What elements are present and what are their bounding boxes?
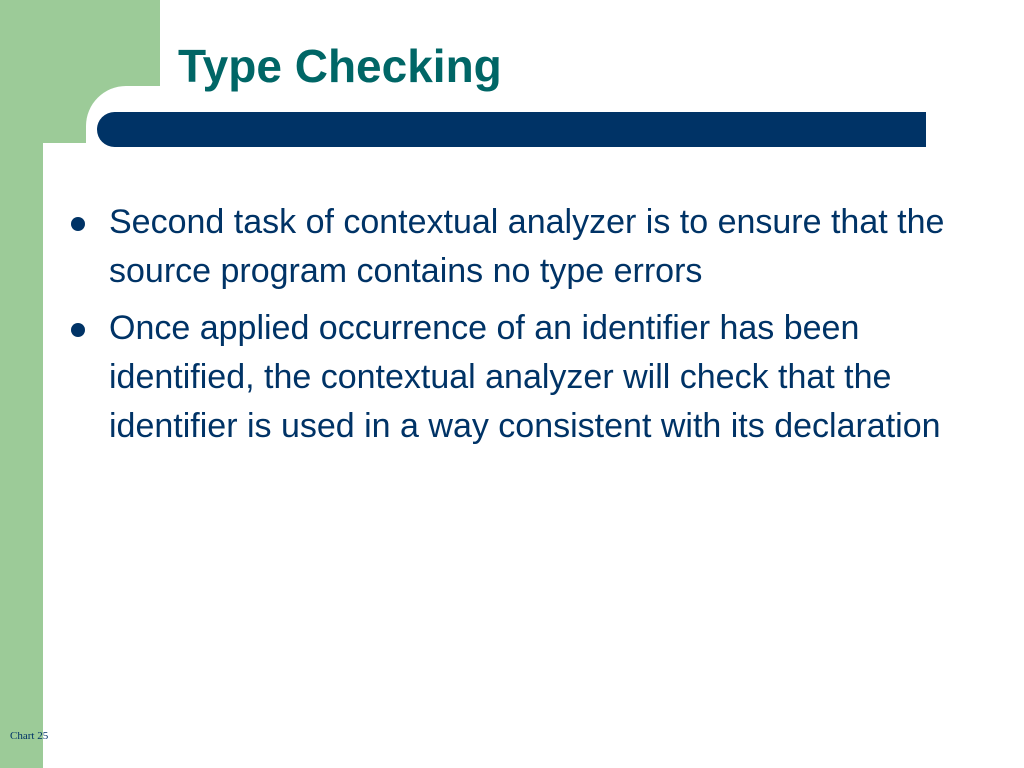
bullet-item [68,304,998,451]
bullet-text: Once applied occurrence of an identifier has been identified, the contextual analyzer will check that the identifier is used in a way consistent with its declaration [109,309,941,445]
slide-title: Type Checking [178,40,502,92]
title-underline-bar [97,112,926,147]
slide-footer-label: Chart 25 [10,730,49,742]
bullet-list [68,198,998,459]
bullet-text: Second task of contextual analyzer is to ensure that the source program contains no type errors [109,203,945,290]
bullet-dot-icon [71,323,85,337]
bullet-item [68,198,998,296]
bullet-dot-icon [71,217,85,231]
